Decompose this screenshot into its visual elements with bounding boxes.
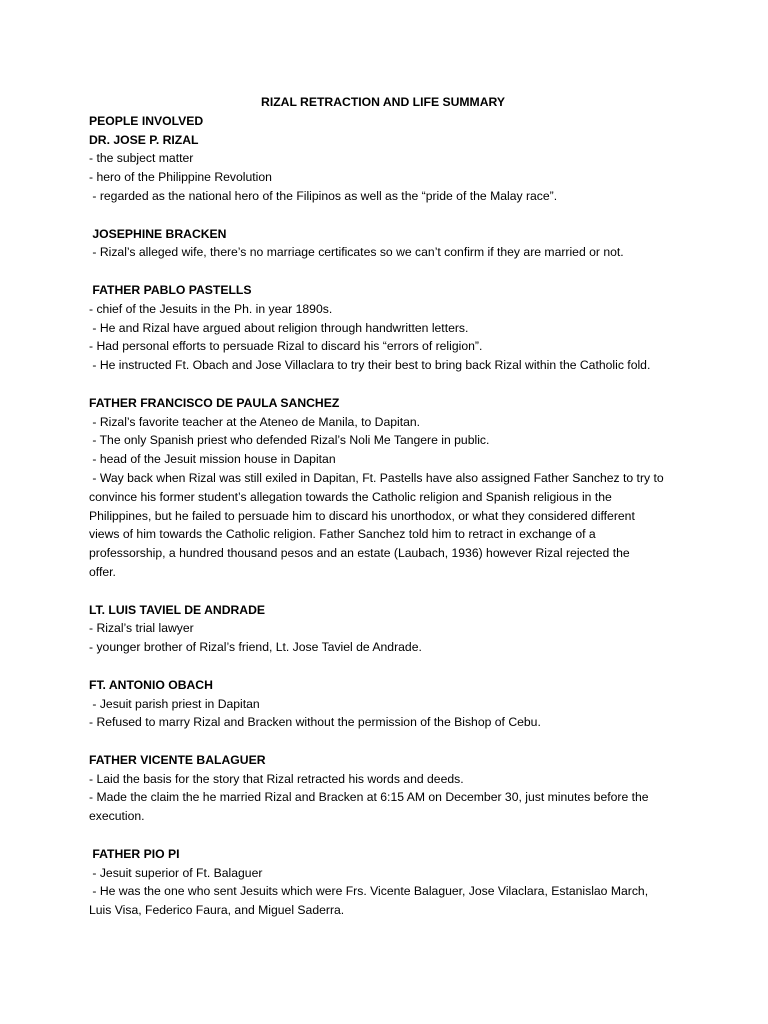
- person-detail-line: - Had personal efforts to persuade Rizal to discard his “errors of religion”.: [89, 339, 483, 354]
- person-name: FATHER PIO PI: [89, 846, 180, 861]
- person-entry-balaguer: [89, 751, 689, 826]
- paragraph-gap: [89, 262, 689, 281]
- paragraph-gap: [89, 582, 689, 601]
- person-detail-line: - He was the one who sent Jesuits which were Frs. Vicente Balaguer, Jose Vilaclara, Estanislao March,: [89, 884, 649, 899]
- person-detail-line: Luis Visa, Federico Faura, and Miguel Saderra.: [89, 903, 345, 918]
- person-entry-bracken: [89, 225, 689, 263]
- person-detail-line: - Rizal’s favorite teacher at the Ateneo de Manila, to Dapitan.: [89, 414, 421, 429]
- person-detail-line: views of him towards the Catholic religion. Father Sanchez told him to retract in exchange of a: [89, 527, 596, 542]
- person-detail-line: convince his former student’s allegation towards the Catholic religion and Spanish religious in the: [89, 489, 612, 504]
- person-name: FATHER PABLO PASTELLS: [89, 282, 252, 297]
- person-detail-line: - younger brother of Rizal’s friend, Lt. Jose Taviel de Andrade.: [89, 640, 422, 655]
- person-detail-line: professorship, a hundred thousand pesos and an estate (Laubach, 1936) however Rizal rejected the: [89, 546, 630, 561]
- paragraph-gap: [89, 375, 689, 394]
- person-entry-pio-pi: [89, 845, 689, 920]
- person-detail-line: - chief of the Jesuits in the Ph. in year 1890s.: [89, 301, 333, 316]
- person-entry-taviel-de-andrade: [89, 601, 689, 657]
- person-detail-line: - He and Rizal have argued about religion through handwritten letters.: [89, 320, 469, 335]
- person-entry-sanchez: [89, 394, 689, 582]
- person-name: LT. LUIS TAVIEL DE ANDRADE: [89, 602, 266, 617]
- person-detail-line: - Jesuit superior of Ft. Balaguer: [89, 865, 263, 880]
- person-detail-line: - Rizal’s alleged wife, there’s no marriage certificates so we can’t confirm if they are married or not.: [89, 245, 624, 260]
- document-body: [89, 93, 689, 920]
- paragraph-gap: [89, 732, 689, 751]
- person-entry-pastells: [89, 281, 689, 375]
- person-detail-line: - Way back when Rizal was still exiled in Dapitan, Ft. Pastells have also assigned Father Sanchez to try to: [89, 470, 664, 485]
- person-entry-rizal: [89, 131, 689, 206]
- person-detail-line: - head of the Jesuit mission house in Dapitan: [89, 452, 336, 467]
- document-title: RIZAL RETRACTION AND LIFE SUMMARY: [261, 95, 505, 109]
- person-detail-line: Philippines, but he failed to persuade him to discard his unorthodox, or what they considered different: [89, 508, 635, 523]
- paragraph-gap: [89, 826, 689, 845]
- person-detail-line: - Made the claim the he married Rizal and Bracken at 6:15 AM on December 30, just minutes before the: [89, 790, 649, 805]
- person-name: FATHER FRANCISCO DE PAULA SANCHEZ: [89, 395, 340, 410]
- person-name: DR. JOSE P. RIZAL: [89, 132, 199, 147]
- section-heading: PEOPLE INVOLVED: [89, 113, 204, 128]
- person-detail-line: - Refused to marry Rizal and Bracken without the permission of the Bishop of Cebu.: [89, 715, 541, 730]
- person-detail-line: - He instructed Ft. Obach and Jose Villaclara to try their best to bring back Rizal within the Catholic fold.: [89, 358, 651, 373]
- person-detail-line: - the subject matter: [89, 151, 194, 166]
- person-detail-line: - hero of the Philippine Revolution: [89, 170, 272, 185]
- person-name: FT. ANTONIO OBACH: [89, 677, 213, 692]
- person-name: JOSEPHINE BRACKEN: [89, 226, 227, 241]
- person-detail-line: - Jesuit parish priest in Dapitan: [89, 696, 260, 711]
- paragraph-gap: [89, 657, 689, 676]
- person-detail-line: offer.: [89, 564, 116, 579]
- person-entry-obach: [89, 676, 689, 732]
- paragraph-gap: [89, 206, 689, 225]
- person-name: FATHER VICENTE BALAGUER: [89, 752, 266, 767]
- person-detail-line: - Rizal’s trial lawyer: [89, 621, 194, 636]
- person-detail-line: execution.: [89, 809, 145, 824]
- person-detail-line: - Laid the basis for the story that Rizal retracted his words and deeds.: [89, 771, 464, 786]
- person-detail-line: - The only Spanish priest who defended Rizal’s Noli Me Tangere in public.: [89, 433, 490, 448]
- person-detail-line: - regarded as the national hero of the Filipinos as well as the “pride of the Malay race”.: [89, 188, 558, 203]
